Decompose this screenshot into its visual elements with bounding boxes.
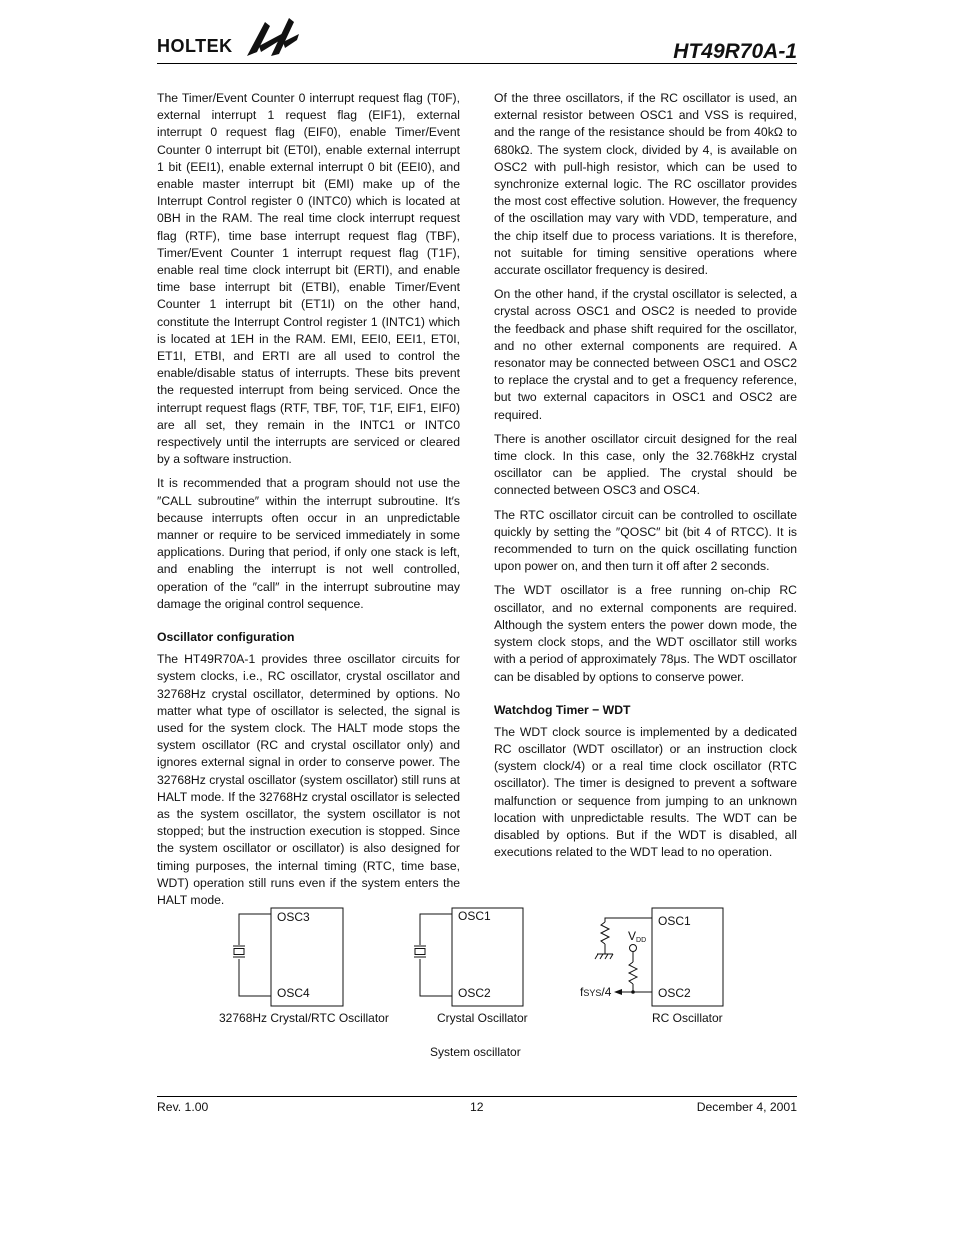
rc-osc2-pin-label: OSC2	[658, 986, 691, 1000]
rtc-oscillator-paragraph: There is another oscillator circuit designed for the real time clock. In this case, only the 32.768kHz crystal oscillator can be applied. The crystal should be connected between OSC3 and OSC4.	[494, 431, 797, 498]
crystal-osc2-pin-label: OSC2	[458, 986, 491, 1000]
crystal-oscillator-caption: Crystal Oscillator	[437, 1011, 528, 1025]
footer-rule	[157, 1096, 797, 1097]
osc4-pin-label: OSC4	[277, 986, 310, 1000]
watchdog-timer-heading: Watchdog Timer − WDT	[494, 702, 631, 717]
crystal-oscillator-circuit	[414, 908, 523, 1006]
crystal-oscillator-paragraph: On the other hand, if the crystal oscillator is selected, a crystal across OSC1 and OSC2 is needed to provide the feedback and phase shift required for the oscillator, and no other external components are required. A resonator may be connected between OSC1 and OSC2 to replace the crystal and to get a frequency reference, but two external capacitors in OSC1 and OSC2 are required.	[494, 287, 797, 422]
rc-oscillator-paragraph: Of the three oscillators, if the RC oscillator is used, an external resistor between OSC1 and VSS is required, and the range of the resistance should be from 40kΩ to 680kΩ. The system clock, divided by 4, is available on OSC2 with pull-high resistor, which can be used to synchronize external logic. The RC oscillator provides the most cost effective solution. However, the frequency of the oscillation may vary with VDD, temperature, and the chip itself due to process variations. It is therefore, not suitable for timing sensitive operations where accurate oscillator frequency is desired.	[494, 91, 797, 278]
call-subroutine-paragraph: It is recommended that a program should not use the ″CALL subroutine″ within the interrupt subroutine. It′s because interrupts often occur in an unpredictable manner or require to be serviced immediately in some applications. During that period, if only one stack is left, and enabling the interrupt is not well controlled, operation of the ″call″ in the interrupt subroutine may damage the original control sequence.	[157, 476, 460, 611]
fsys-label: fSYS/4	[580, 985, 612, 999]
footer-date: December 4, 2001	[696, 1100, 797, 1114]
holtek-logo	[157, 12, 307, 62]
left-column	[157, 90, 460, 916]
oscillator-configuration-heading: Oscillator configuration	[157, 630, 295, 645]
interrupt-register-paragraph: The Timer/Event Counter 0 interrupt request flag (T0F), external interrupt 1 request flag (EIF1), external interrupt 0 request flag (EIF0), enable Timer/Event Counter 0 interrupt bit (ET0I), enable external interrupt 1 bit (EEI1), enable external interrupt 0 bit (EEI0), and enable master interrupt bit (EMI) make up of the Interrupt Control register 0 (INTC0) which is located at 0BH in the RAM. The real time clock interrupt request flag (RTF), time base interrupt request flag (TBF), Timer/Event Counter 1 interrupt request flag (T1F), enable real time clock interrupt bit (ERTI), and enable time base interrupt bit (ETBI), enable Timer/Event Counter 1 interrupt bit (ET1I) on the other hand, constitute the Interrupt Control register 1 (INTC1) which is located at 1EH in the RAM. EMI, EEI0, EEI1, ET0I, ET1I, ETBI, and ERTI are all used to control the enable/disable status of interrupts. These bits prevent the requested interrupt from being serviced. Once the interrupt request flags (RTF, TBF, T0F, T1F, EIF1, EIF0) are all set, they remain in the INTC1 or INTC0 respectively until the interrupts are serviced or cleared by a software instruction.	[157, 91, 460, 467]
rc-oscillator-circuit	[580, 908, 723, 1006]
logo-text: HOLTEK	[157, 36, 233, 56]
page-number: 12	[470, 1100, 484, 1114]
rc-osc1-pin-label: OSC1	[658, 914, 691, 928]
oscillator-circuits-diagram	[0, 900, 954, 1020]
osc3-pin-label: OSC3	[277, 910, 310, 924]
right-column	[494, 90, 797, 868]
qosc-paragraph: The RTC oscillator circuit can be controlled to oscillate quickly by setting the ″QOSC″ bit (bit 4 of RTCC). It is recommended to turn on the quick oscillating function upon power on, and then turn it off after 2 seconds.	[494, 507, 797, 574]
holtek-logo-mark	[243, 12, 303, 60]
wdt-clock-paragraph: The WDT clock source is implemented by a dedicated RC oscillator (WDT oscillator) or an instruction clock (system clock/4) or a real time clock oscillator (RTC oscillator). The timer is designed to prevent a software malfunction or sequence from jumping to an unknown location with unpredictable results. The WDT can be disabled by options. But if the WDT is disabled, all executions related to the WDT lead to no operation.	[494, 724, 797, 860]
header-rule	[157, 63, 797, 64]
revision-label: Rev. 1.00	[157, 1100, 209, 1114]
figure-title: System oscillator	[430, 1045, 521, 1059]
crystal-osc1-pin-label: OSC1	[458, 909, 491, 923]
vdd-label: VDD	[628, 929, 647, 944]
rtc-oscillator-circuit	[233, 908, 343, 1006]
oscillator-configuration-paragraph: The HT49R70A-1 provides three oscillator circuits for system clocks, i.e., RC oscillator, crystal oscillator and 32768Hz crystal oscillator, determined by options. No matter what type of oscillator is selected, the signal is used for the system clock. The HALT mode stops the system oscillator (RC and crystal oscillator only) and ignores external signal in order to conserve power. The 32768Hz crystal oscillator (system oscillator) still runs at HALT mode. If the 32768Hz crystal oscillator is selected as the system oscillator, the system oscillator is not stopped; but the instruction execution is stopped. Since the system oscillator or oscillator) is also designed for timing purposes, the internal timing (RTC, time base, WDT) operation still runs even if the system enters the HALT mode.	[157, 652, 460, 907]
system-oscillator-figure	[0, 900, 954, 1070]
rc-oscillator-caption: RC Oscillator	[652, 1011, 723, 1025]
wdt-oscillator-paragraph: The WDT oscillator is a free running on-chip RC oscillator, and no external components are required. Although the system enters the power down mode, the system clock stops, and the WDT oscillator still works with a period of approximately 78μs. The WDT oscillator can be disabled by options to conserve power.	[494, 583, 797, 684]
document-title: HT49R70A-1	[673, 40, 797, 63]
rtc-oscillator-caption: 32768Hz Crystal/RTC Oscillator	[219, 1011, 389, 1025]
